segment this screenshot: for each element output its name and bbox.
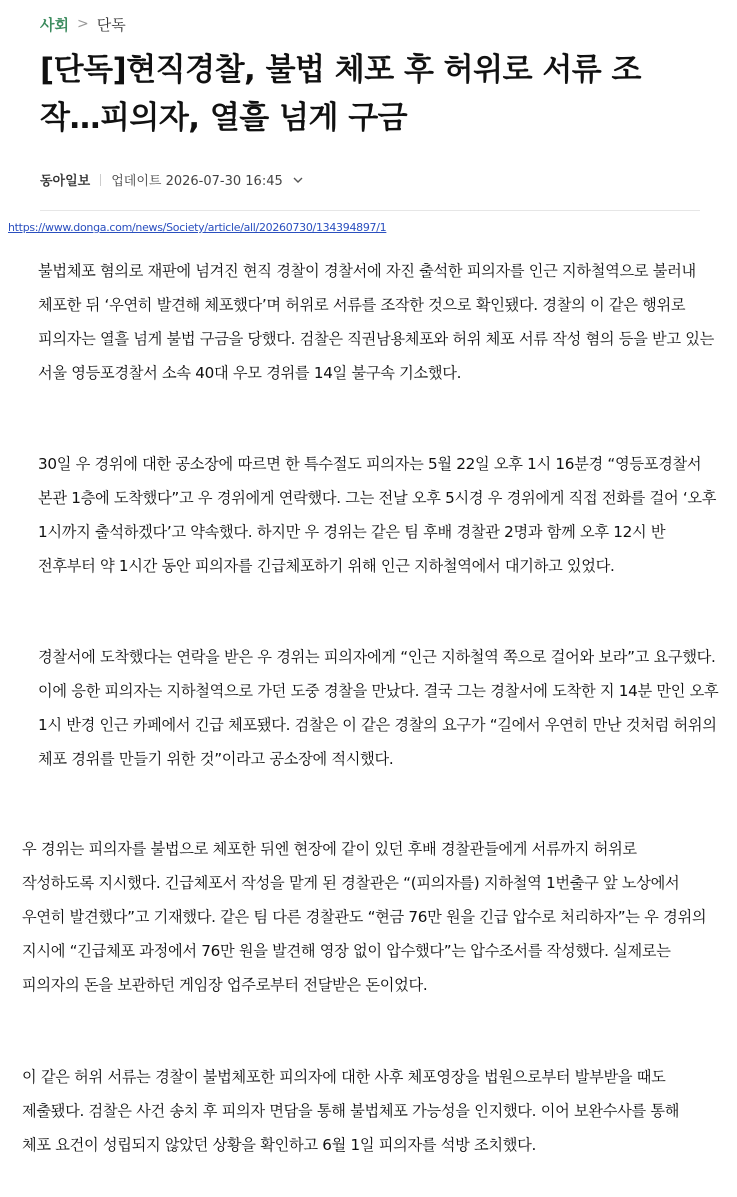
updated-timestamp: 업데이트 2026-07-30 16:45 (111, 174, 283, 189)
source-url-link[interactable]: https://www.donga.com/news/Society/article/all/20260730/134394897/1 (8, 221, 387, 234)
breadcrumb-section-link[interactable]: 사회 (40, 15, 69, 34)
article-paragraph: 이 같은 허위 서류는 경찰이 불법체포한 피의자에 대한 사후 체포영장을 법원으로부터 발부받을 때도 제출됐다. 검찰은 사건 송치 후 피의자 면담을 통해 불법체포 가능성을 인지했다. 이어 보완수사를 통해 체포 요건이 성립되지 않았던 상황을 확인하고 6월 1일 피의자를 석방 조치했다. (22, 1068, 680, 1154)
publisher-name[interactable]: 동아일보 (40, 174, 91, 189)
article-title: [단독]현직경찰, 불법 체포 후 허위로 서류 조작…피의자, 열흘 넘게 구금 (40, 52, 641, 136)
breadcrumb (40, 12, 126, 36)
meta-divider (100, 174, 101, 186)
header-divider (40, 210, 700, 211)
article-meta (40, 170, 303, 189)
article-paragraph: 30일 우 경위에 대한 공소장에 따르면 한 특수절도 피의자는 5월 22일 오후 1시 16분경 “영등포경찰서 본관 1층에 도착했다”고 우 경위에게 연락했다. 그는 전날 오후 5시경 우 경위에게 직접 전화를 걸어 ‘오후 1시까지 출석하겠다’고 약속했다. 하지만 우 경위는 같은 팀 후배 경찰관 2명과 함께 오후 12시 반 전후부터 약 1시간 동안 피의자를 긴급체포하기 위해 인근 지하철역에서 대기하고 있었다. (38, 455, 717, 575)
article-paragraph: 불법체포 혐의로 재판에 넘겨진 현직 경찰이 경찰서에 자진 출석한 피의자를 인근 지하철역으로 불러내 체포한 뒤 ‘우연히 발견해 체포했다’며 허위로 서류를 조작한 것으로 확인됐다. 경찰의 이 같은 행위로 피의자는 열흘 넘게 불법 구금을 당했다. 검찰은 직권남용체포와 허위 체포 서류 작성 혐의 등을 받고 있는 서울 영등포경찰서 소속 40대 우모 경위를 14일 불구속 기소했다. (38, 262, 715, 382)
chevron-right-icon: > (76, 16, 89, 32)
article-paragraph: 경찰서에 도착했다는 연락을 받은 우 경위는 피의자에게 “인근 지하철역 쪽으로 걸어와 보라”고 요구했다. 이에 응한 피의자는 지하철역으로 가던 도중 경찰을 만났다. 결국 그는 경찰서에 도착한 지 14분 만인 오후 1시 반경 인근 카페에서 긴급 체포됐다. 검찰은 이 같은 경찰의 요구가 “길에서 우연히 만난 것처럼 허위의 체포 경위를 만들기 위한 것”이라고 공소장에 적시했다. (38, 648, 719, 768)
chevron-down-icon[interactable] (293, 173, 303, 187)
article-paragraph: 우 경위는 피의자를 불법으로 체포한 뒤엔 현장에 같이 있던 후배 경찰관들에게 서류까지 허위로 작성하도록 지시했다. 긴급체포서 작성을 맡게 된 경찰관은 “(피의자를) 지하철역 1번출구 앞 노상에서 우연히 발견했다”고 기재했다. 같은 팀 다른 경찰관도 “현금 76만 원을 긴급 압수로 처리하자”는 우 경위의 지시에 “긴급체포 과정에서 76만 원을 발견해 영장 없이 압수했다”는 압수조서를 작성했다. 실제로는 피의자의 돈을 보관하던 게임장 업주로부터 전달받은 돈이었다. (22, 840, 707, 994)
breadcrumb-subsection-link[interactable]: 단독 (96, 15, 126, 34)
